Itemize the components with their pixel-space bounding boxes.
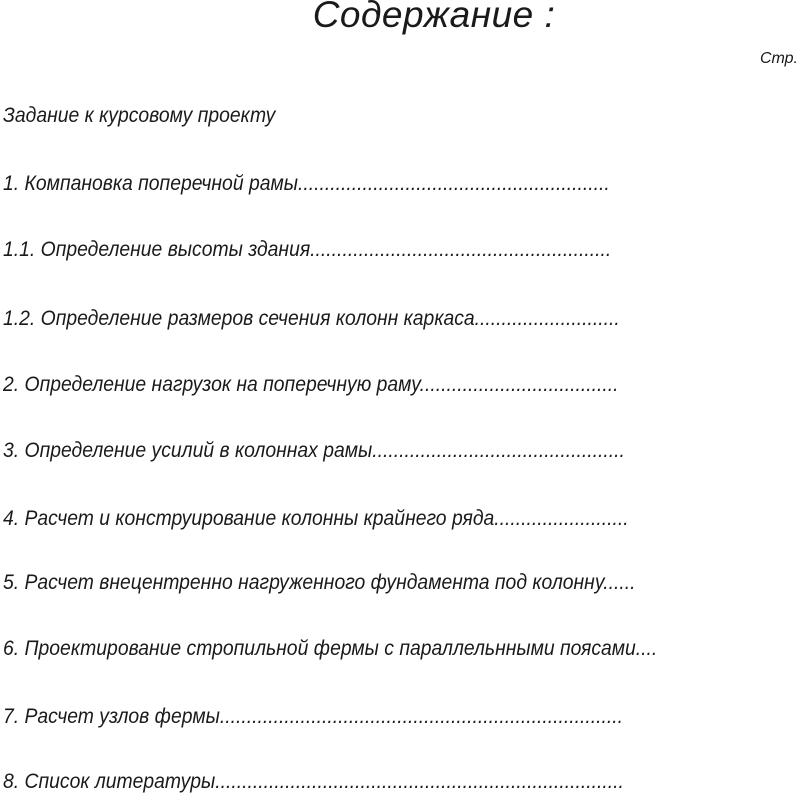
toc-entry-1: 1. Компановка поперечной рамы.......................................................... bbox=[3, 171, 610, 195]
toc-entry-6: 6. Проектирование стропильной фермы с параллельнными поясами.... bbox=[3, 636, 658, 660]
page-title: Содержание : bbox=[312, 0, 556, 35]
toc-entry-2: 2. Определение нагрузок на поперечную раму..................................... bbox=[3, 372, 619, 396]
toc-entry-1-2: 1.2. Определение размеров сечения колонн каркаса........................... bbox=[3, 306, 620, 330]
toc-entry-5: 5. Расчет внецентренно нагруженного фундамента под колонну...... bbox=[3, 570, 636, 594]
toc-entry-3: 3. Определение усилий в колоннах рамы............................................... bbox=[3, 438, 625, 462]
toc-entry-7: 7. Расчет узлов фермы........................................................................... bbox=[3, 704, 624, 728]
toc-entry-4: 4. Расчет и конструирование колонны крайнего ряда......................... bbox=[3, 506, 629, 530]
toc-entry-1-1: 1.1. Определение высоты здания........................................................ bbox=[3, 237, 612, 261]
toc-entry-8: 8. Список литературы............................................................................ bbox=[3, 769, 624, 793]
page-number-column-label: Стр. bbox=[759, 50, 798, 67]
toc-entry-assignment: Задание к курсовому проекту bbox=[3, 103, 276, 127]
